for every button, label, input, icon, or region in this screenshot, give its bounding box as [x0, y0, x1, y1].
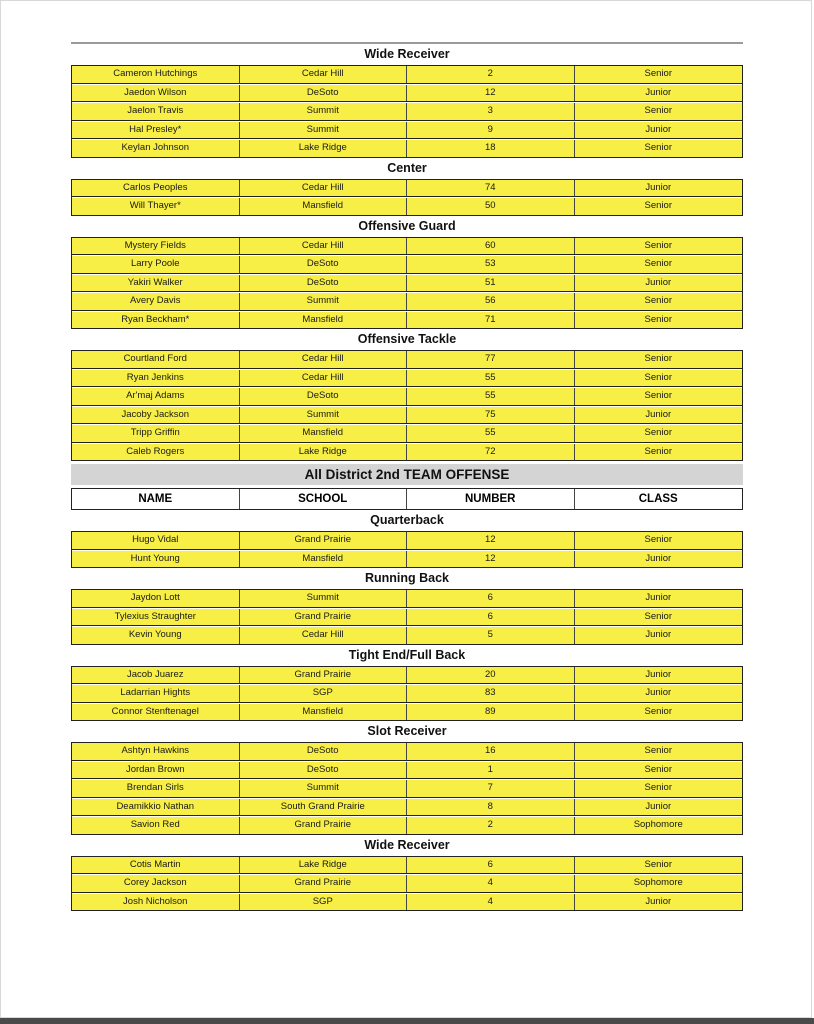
class-cell: Junior	[645, 687, 672, 698]
school-cell: DeSoto	[240, 762, 408, 779]
player-table	[71, 350, 743, 461]
player-row	[72, 180, 742, 198]
class-cell: Senior	[644, 200, 672, 211]
number-cell: 4	[407, 894, 575, 911]
player-name-cell: Hunt Young	[72, 551, 240, 568]
class-cell: Senior	[644, 105, 672, 116]
player-row	[72, 370, 742, 388]
column-header-school: SCHOOL	[240, 489, 408, 509]
player-name-cell: Kevin Young	[72, 627, 240, 644]
number-cell: 60	[407, 238, 575, 255]
position-title: Offensive Tackle	[357, 332, 457, 346]
player-row	[72, 198, 742, 216]
player-name-cell: Hal Presley*	[72, 122, 240, 139]
school-cell: Grand Prairie	[240, 667, 408, 684]
position-title: Slot Receiver	[367, 724, 447, 738]
player-name-cell: Mystery Fields	[72, 238, 240, 255]
number-cell: 75	[407, 407, 575, 424]
number-cell: 56	[407, 293, 575, 310]
player-row	[72, 799, 742, 817]
player-name-cell: Jaedon Wilson	[72, 85, 240, 102]
player-row	[72, 609, 742, 627]
player-row	[72, 704, 742, 722]
player-row	[72, 293, 742, 311]
player-row	[72, 875, 742, 893]
number-cell: 6	[407, 609, 575, 626]
player-row	[72, 444, 742, 462]
position-title: Tight End/Full Back	[348, 647, 466, 662]
player-name-cell: Hugo Vidal	[72, 532, 240, 549]
school-cell: Grand Prairie	[240, 609, 408, 626]
player-name-cell: Will Thayer*	[72, 198, 240, 215]
player-name-cell: Jacob Juarez	[72, 667, 240, 684]
school-cell: Summit	[240, 407, 408, 424]
number-cell: 50	[407, 198, 575, 215]
player-table	[71, 856, 743, 912]
school-cell: Cedar Hill	[240, 238, 408, 255]
player-row	[72, 85, 742, 103]
player-name-cell: Ryan Jenkins	[72, 370, 240, 387]
number-cell: 1	[407, 762, 575, 779]
roster-document	[71, 42, 743, 911]
position-title: Center	[387, 160, 427, 175]
school-cell: DeSoto	[240, 743, 408, 760]
number-cell: 12	[407, 85, 575, 102]
class-cell: Senior	[644, 371, 672, 383]
player-name-cell: Corey Jackson	[72, 875, 240, 892]
player-name-cell: Cameron Hutchings	[72, 66, 240, 83]
number-cell: 74	[407, 180, 575, 197]
number-cell: 55	[407, 425, 575, 442]
player-name-cell: Ashtyn Hawkins	[72, 743, 240, 760]
player-name-cell: Avery Davis	[72, 293, 240, 310]
class-cell: Senior	[644, 295, 672, 306]
class-cell: Sophomore	[633, 877, 683, 888]
player-name-cell: Ryan Beckham*	[72, 312, 240, 329]
player-row	[72, 590, 742, 608]
number-cell: 6	[407, 590, 575, 607]
column-header-class: CLASS	[638, 493, 678, 505]
school-cell: Mansfield	[240, 198, 408, 215]
player-name-cell: Ladarrian Hights	[72, 685, 240, 702]
number-cell: 8	[407, 799, 575, 816]
column-header-name: NAME	[72, 489, 240, 509]
number-cell: 12	[407, 551, 575, 568]
player-row	[72, 817, 742, 835]
school-cell: DeSoto	[240, 85, 408, 102]
class-cell: Senior	[644, 313, 672, 325]
class-cell: Senior	[644, 763, 672, 775]
player-name-cell: Jaelon Travis	[72, 103, 240, 120]
player-row	[72, 762, 742, 780]
player-row	[72, 780, 742, 798]
school-cell: Mansfield	[240, 312, 408, 329]
position-title: Offensive Guard	[358, 218, 456, 233]
player-row	[72, 275, 742, 293]
number-cell: 55	[407, 370, 575, 387]
school-cell: Summit	[240, 122, 408, 139]
class-cell: Senior	[644, 745, 672, 756]
player-table	[71, 237, 743, 330]
player-name-cell: Ar'maj Adams	[72, 388, 240, 405]
player-name-cell: Brendan Sirls	[72, 780, 240, 797]
player-name-cell: Tylexius Straughter	[72, 609, 240, 626]
player-table	[71, 179, 743, 216]
player-row	[72, 312, 742, 330]
number-cell: 6	[407, 857, 575, 874]
class-cell: Senior	[644, 239, 672, 251]
class-cell: Junior	[645, 276, 672, 288]
class-cell: Junior	[645, 895, 672, 907]
number-cell: 18	[407, 140, 575, 157]
class-cell: Senior	[644, 427, 672, 438]
player-name-cell: Josh Nicholson	[72, 894, 240, 911]
number-cell: 51	[407, 275, 575, 292]
number-cell: 16	[407, 743, 575, 760]
player-row	[72, 256, 742, 274]
school-cell: South Grand Prairie	[240, 799, 408, 816]
class-cell: Senior	[644, 68, 672, 79]
school-cell: Grand Prairie	[240, 817, 408, 834]
player-name-cell: Jaydon Lott	[72, 590, 240, 607]
class-cell: Junior	[645, 181, 672, 193]
number-cell: 4	[407, 875, 575, 892]
player-table	[71, 742, 743, 835]
column-header-number: NUMBER	[407, 489, 575, 509]
player-name-cell: Tripp Griffin	[72, 425, 240, 442]
number-cell: 12	[407, 532, 575, 549]
player-row	[72, 532, 742, 550]
class-cell: Junior	[645, 552, 672, 564]
class-cell: Junior	[645, 592, 672, 603]
player-row	[72, 425, 742, 443]
school-cell: Summit	[240, 103, 408, 120]
player-row	[72, 238, 742, 256]
player-table	[71, 531, 743, 568]
player-name-cell: Jacoby Jackson	[72, 407, 240, 424]
class-cell: Senior	[644, 534, 672, 545]
class-cell: Junior	[645, 408, 672, 420]
school-cell: Cedar Hill	[240, 66, 408, 83]
player-row	[72, 667, 742, 685]
first-team-sections	[71, 44, 743, 461]
player-row	[72, 627, 742, 645]
player-name-cell: Larry Poole	[72, 256, 240, 273]
number-cell: 77	[407, 351, 575, 368]
school-cell: Lake Ridge	[240, 444, 408, 461]
player-row	[72, 407, 742, 425]
position-title: Wide Receiver	[364, 47, 450, 61]
class-cell: Junior	[645, 123, 672, 135]
column-header-row	[71, 488, 743, 510]
class-cell: Senior	[644, 445, 672, 457]
player-table	[71, 589, 743, 645]
class-cell: Senior	[644, 142, 672, 153]
number-cell: 3	[407, 103, 575, 120]
school-cell: Mansfield	[240, 704, 408, 721]
class-cell: Senior	[644, 858, 672, 870]
school-cell: DeSoto	[240, 275, 408, 292]
player-name-cell: Keylan Johnson	[72, 140, 240, 157]
class-cell: Junior	[645, 668, 672, 680]
player-name-cell: Deamikkio Nathan	[72, 799, 240, 816]
class-cell: Senior	[644, 705, 672, 717]
player-row	[72, 351, 742, 369]
number-cell: 2	[407, 66, 575, 83]
player-row	[72, 66, 742, 84]
school-cell: Grand Prairie	[240, 532, 408, 549]
class-cell: Sophomore	[633, 819, 683, 830]
school-cell: Lake Ridge	[240, 857, 408, 874]
player-row	[72, 551, 742, 569]
player-name-cell: Connor Stenftenagel	[72, 704, 240, 721]
player-row	[72, 857, 742, 875]
class-cell: Senior	[644, 390, 672, 401]
player-name-cell: Courtland Ford	[72, 351, 240, 368]
class-cell: Senior	[644, 610, 672, 622]
school-cell: Cedar Hill	[240, 627, 408, 644]
second-team-banner: All District 2nd TEAM OFFENSE	[71, 464, 743, 485]
position-title: Quarterback	[370, 513, 444, 527]
number-cell: 55	[407, 388, 575, 405]
school-cell: Cedar Hill	[240, 180, 408, 197]
number-cell: 89	[407, 704, 575, 721]
school-cell: SGP	[240, 894, 408, 911]
player-table	[71, 65, 743, 158]
player-row	[72, 743, 742, 761]
number-cell: 71	[407, 312, 575, 329]
school-cell: Summit	[240, 780, 408, 797]
school-cell: Grand Prairie	[240, 875, 408, 892]
player-row	[72, 103, 742, 121]
school-cell: Summit	[240, 293, 408, 310]
number-cell: 9	[407, 122, 575, 139]
school-cell: Lake Ridge	[240, 140, 408, 157]
number-cell: 5	[407, 627, 575, 644]
position-title: Running Back	[364, 571, 450, 585]
bottom-bar	[0, 1018, 814, 1024]
player-name-cell: Jordan Brown	[72, 762, 240, 779]
player-name-cell: Savion Red	[72, 817, 240, 834]
class-cell: Junior	[645, 800, 672, 812]
school-cell: Mansfield	[240, 425, 408, 442]
player-table	[71, 666, 743, 722]
number-cell: 53	[407, 256, 575, 273]
player-name-cell: Yakiri Walker	[72, 275, 240, 292]
player-row	[72, 388, 742, 406]
school-cell: Cedar Hill	[240, 351, 408, 368]
school-cell: DeSoto	[240, 388, 408, 405]
class-cell: Senior	[644, 258, 672, 269]
player-row	[72, 685, 742, 703]
school-cell: Summit	[240, 590, 408, 607]
class-cell: Senior	[644, 353, 672, 364]
number-cell: 20	[407, 667, 575, 684]
number-cell: 2	[407, 817, 575, 834]
school-cell: DeSoto	[240, 256, 408, 273]
position-title: Wide Receiver	[364, 837, 450, 852]
player-name-cell: Caleb Rogers	[72, 444, 240, 461]
school-cell: Mansfield	[240, 551, 408, 568]
class-cell: Senior	[644, 782, 672, 793]
school-cell: SGP	[240, 685, 408, 702]
player-row	[72, 140, 742, 158]
number-cell: 83	[407, 685, 575, 702]
player-row	[72, 894, 742, 912]
player-name-cell: Cotis Martin	[72, 857, 240, 874]
class-cell: Junior	[645, 629, 672, 640]
school-cell: Cedar Hill	[240, 370, 408, 387]
class-cell: Junior	[645, 86, 672, 98]
second-team-sections	[71, 510, 743, 911]
player-row	[72, 122, 742, 140]
number-cell: 7	[407, 780, 575, 797]
number-cell: 72	[407, 444, 575, 461]
player-name-cell: Carlos Peoples	[72, 180, 240, 197]
